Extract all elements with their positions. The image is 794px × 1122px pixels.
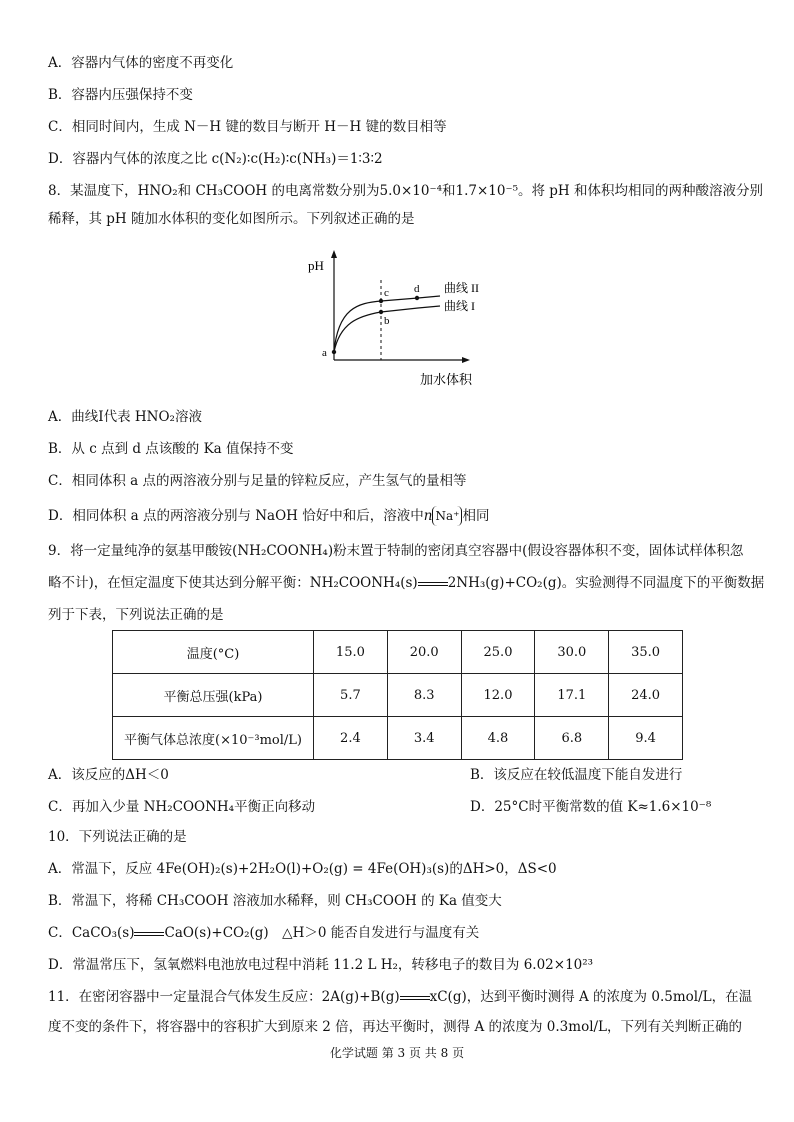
q8-option-a: A．曲线I代表 HNO₂溶液 [48,409,202,425]
point-d-label: d [414,283,420,295]
q11-stem-line2: 度不变的条件下，将容器中的容积扩大到原来 2 倍，再达平衡时，测得 A 的浓度为 0.3mol/L，下列有关判断正确的 [48,1019,743,1035]
point-b-marker [379,310,383,314]
curve-i-label: 曲线 I [444,299,475,313]
q9-option-a: A．该反应的ΔH＜0 [48,767,169,783]
table-cell: 25.0 [461,631,535,674]
q8-stem-line2: 稀释，其 pH 随加水体积的变化如图所示。下列叙述正确的是 [48,211,415,227]
q7-option-d: D．容器内气体的浓度之比 c(N₂)∶c(H₂)∶c(NH₃)＝1∶3∶2 [48,151,383,167]
table-row [113,631,683,674]
table-cell: 17.1 [535,674,609,717]
q10-option-a: A．常温下，反应 4Fe(OH)₂(s)+2H₂O(l)+O₂(g) = 4Fe(OH)₃(s)的ΔH>0，ΔS<0 [48,861,557,877]
q8-option-d-n: n [423,508,433,524]
point-b-label: b [384,315,390,327]
curve-ii-label: 曲线 II [444,281,479,295]
table-cell: 2.4 [314,717,388,760]
q8-option-d-text: D．相同体积 a 点的两溶液分别与 NaOH 恰好中和后，溶液中 [48,508,424,524]
table-row [113,674,683,717]
equilibrium-arrow [400,993,430,1003]
q9-option-b: B．该反应在较低温度下能自发进行 [470,767,683,783]
q8-option-d-na: Na⁺ [432,506,462,526]
table-cell: 15.0 [314,631,388,674]
q8-stem-line1: 8．某温度下，HNO₂和 CH₃COOH 的电离常数分别为5.0×10⁻⁴和1.7×10⁻⁵。将 pH 和体积均相同的两种酸溶液分别 [48,183,763,199]
table-cell: 35.0 [609,631,683,674]
table-cell: 8.3 [387,674,461,717]
q7-option-c: C．相同时间内，生成 N－H 键的数目与断开 H－H 键的数目相等 [48,119,447,135]
q9-stem-line1: 9．将一定量纯净的氨基甲酸铵(NH₂COONH₄)粉末置于特制的密闭真空容器中(假设容器体积不变，固体试样体积忽 [48,543,744,559]
point-a-marker [332,350,336,354]
table-cell: 30.0 [535,631,609,674]
q10-option-c: C．CaCO₃(s) CaO(s)+CO₂(g) △H＞0 能否自发进行与温度有关 [48,925,480,941]
row-label: 温度(°C) [113,631,314,674]
q8-option-d [48,506,754,526]
table-cell: 6.8 [535,717,609,760]
point-c-label: c [384,287,389,299]
table-cell: 5.7 [314,674,388,717]
row-label: 平衡气体总浓度(×10⁻³mol/L) [113,717,314,760]
q8-option-c: C．相同体积 a 点的两溶液分别与足量的锌粒反应，产生氢气的量相等 [48,473,467,489]
row-label: 平衡总压强(kPa) [113,674,314,717]
q11-stem-line1: 11．在密闭容器中一定量混合气体发生反应：2A(g)+B(g) xC(g)，达到平衡时测得 A 的浓度为 0.5mol/L，在温 [48,989,753,1005]
q7-option-a: A．容器内气体的密度不再变化 [48,55,234,71]
equilibrium-arrow [134,929,164,939]
q8-option-d-post: 相同 [462,508,490,524]
q9-option-c: C．再加入少量 NH₂COONH₄平衡正向移动 [48,799,316,815]
q9-stem-line3: 列于下表，下列说法正确的是 [48,607,224,623]
q10-option-b: B．常温下，将稀 CH₃COOH 溶液加水稀释，则 CH₃COOH 的 Ka 值变大 [48,893,502,909]
table-cell: 20.0 [387,631,461,674]
x-axis-label: 加水体积 [420,372,473,387]
table-cell: 9.4 [609,717,683,760]
table-cell: 3.4 [387,717,461,760]
equilibrium-data-table [112,630,683,760]
point-c-marker [379,299,383,303]
table-cell: 4.8 [461,717,535,760]
equilibrium-arrow [418,579,448,589]
point-d-marker [415,296,419,300]
y-axis-label: pH [308,258,324,273]
page-footer: 化学试题 第 3 页 共 8 页 [329,1046,465,1060]
ph-dilution-graph [298,248,528,398]
table-cell: 24.0 [609,674,683,717]
q10-stem: 10．下列说法正确的是 [48,829,187,845]
q8-option-b: B．从 c 点到 d 点该酸的 Ka 值保持不变 [48,441,294,457]
point-a-label: a [322,347,327,359]
table-row [113,717,683,760]
q9-stem-line2: 略不计)，在恒定温度下使其达到分解平衡：NH₂COONH₄(s) 2NH₃(g)+CO₂(g)。实验测得不同温度下的平衡数据 [48,575,765,591]
table-cell: 12.0 [461,674,535,717]
q9-option-d: D．25°C时平衡常数的值 K≈1.6×10⁻⁸ [470,799,712,815]
q10-option-d: D．常温常压下，氢氧燃料电池放电过程中消耗 11.2 L H₂，转移电子的数目为 6.02×10²³ [48,957,594,973]
q7-option-b: B．容器内压强保持不变 [48,87,193,103]
curve-i [334,306,440,352]
